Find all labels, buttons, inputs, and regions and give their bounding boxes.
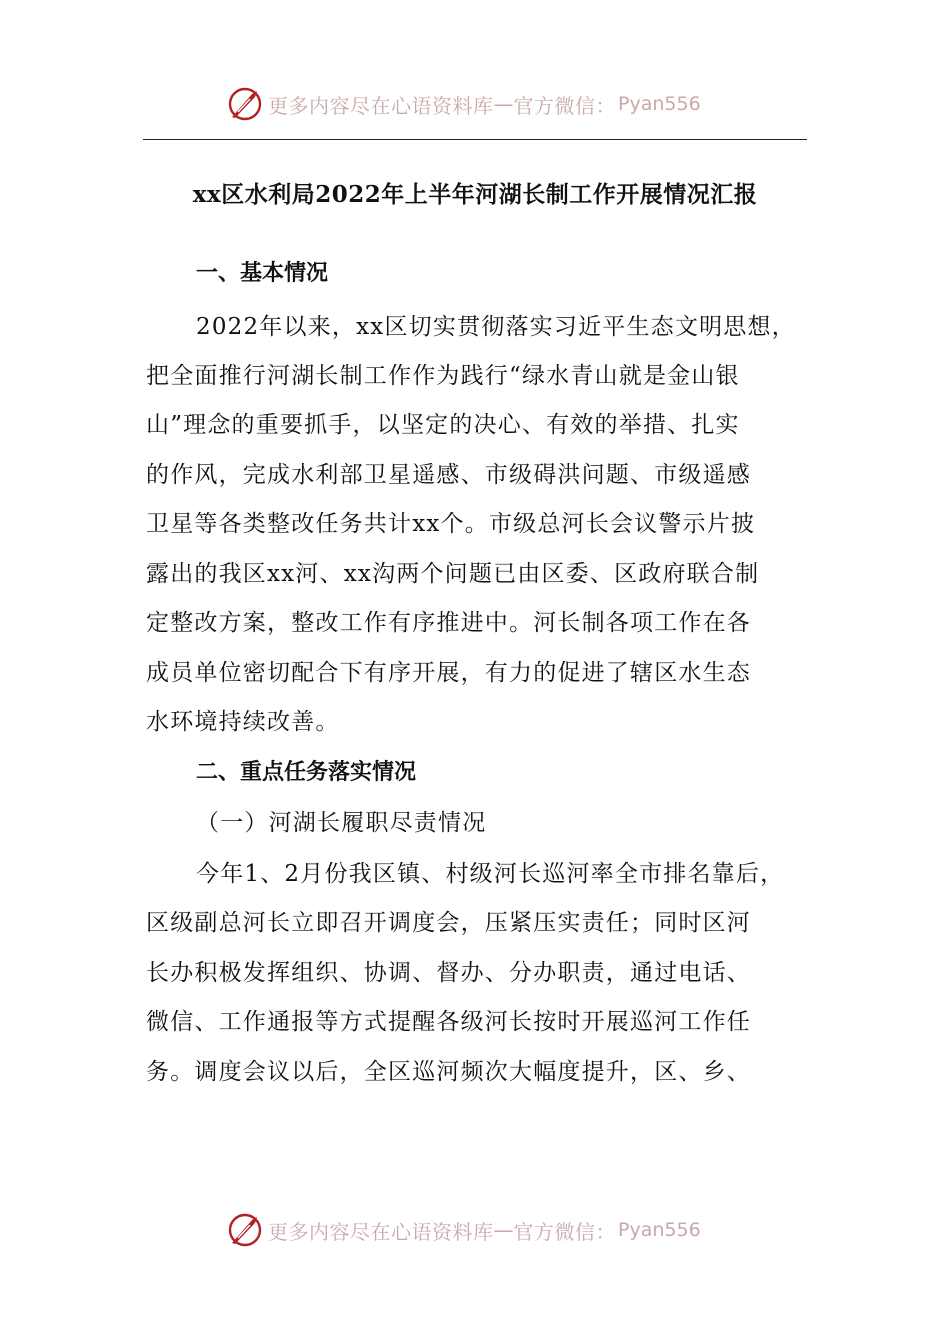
paragraph-line: 区级副总河长立即召开调度会，压紧压实责任；同时区河 bbox=[146, 910, 751, 936]
watermark-account: Pyan556 bbox=[618, 93, 701, 115]
section-heading-basic: 一、基本情况 bbox=[196, 261, 329, 286]
paragraph-line: 露出的我区xx河、xx沟两个问题已由区委、区政府联合制 bbox=[146, 561, 760, 587]
watermark-separator: — bbox=[493, 92, 514, 116]
footer-watermark bbox=[226, 1210, 726, 1250]
paragraph-line: 今年1、2月份我区镇、村级河长巡河率全市排名靠后， bbox=[196, 861, 785, 887]
paragraph-line: 的作风，完成水利部卫星遥感、市级碍洪问题、市级遥感 bbox=[146, 462, 751, 488]
watermark-label: 官方微信： bbox=[513, 93, 616, 118]
paragraph-line: 2022年以来，xx区切实贯彻落实习近平生态文明思想， bbox=[196, 314, 796, 340]
paragraph-line: 把全面推行河湖长制工作作为践行“绿水青山就是金山银 bbox=[146, 363, 740, 389]
paragraph-line: 长办积极发挥组织、协调、督办、分办职责，通过电话、 bbox=[146, 960, 751, 986]
quill-pen-circle-icon bbox=[226, 85, 264, 123]
paragraph-line: 微信、工作通报等方式提醒各级河长按时开展巡河工作任 bbox=[146, 1009, 751, 1035]
quill-pen-circle-icon bbox=[226, 1211, 264, 1249]
watermark-account: Pyan556 bbox=[618, 1219, 701, 1241]
paragraph-line: 定整改方案，整改工作有序推进中。河长制各项工作在各 bbox=[146, 610, 751, 636]
paragraph-line: 水环境持续改善。 bbox=[146, 709, 340, 735]
header-watermark bbox=[226, 84, 726, 124]
header-divider bbox=[143, 139, 807, 140]
document-title: xx区水利局2022年上半年河湖长制工作开展情况汇报 bbox=[192, 181, 758, 208]
subsection-heading: （一）河湖长履职尽责情况 bbox=[196, 810, 487, 836]
paragraph-line: 成员单位密切配合下有序开展，有力的促进了辖区水生态 bbox=[146, 660, 751, 686]
paragraph-line: 卫星等各类整改任务共计xx个。市级总河长会议警示片披 bbox=[146, 511, 756, 537]
watermark-label: 官方微信： bbox=[513, 1219, 616, 1244]
paragraph-line: 山”理念的重要抓手，以坚定的决心、有效的举措、扎实 bbox=[146, 412, 740, 438]
section-heading-tasks: 二、重点任务落实情况 bbox=[196, 760, 417, 785]
watermark-separator: — bbox=[493, 1218, 514, 1242]
watermark-text: 更多内容尽在心语资料库 bbox=[268, 93, 494, 118]
watermark-text: 更多内容尽在心语资料库 bbox=[268, 1219, 494, 1244]
paragraph-line: 务。调度会议以后，全区巡河频次大幅度提升，区、乡、 bbox=[146, 1059, 751, 1085]
